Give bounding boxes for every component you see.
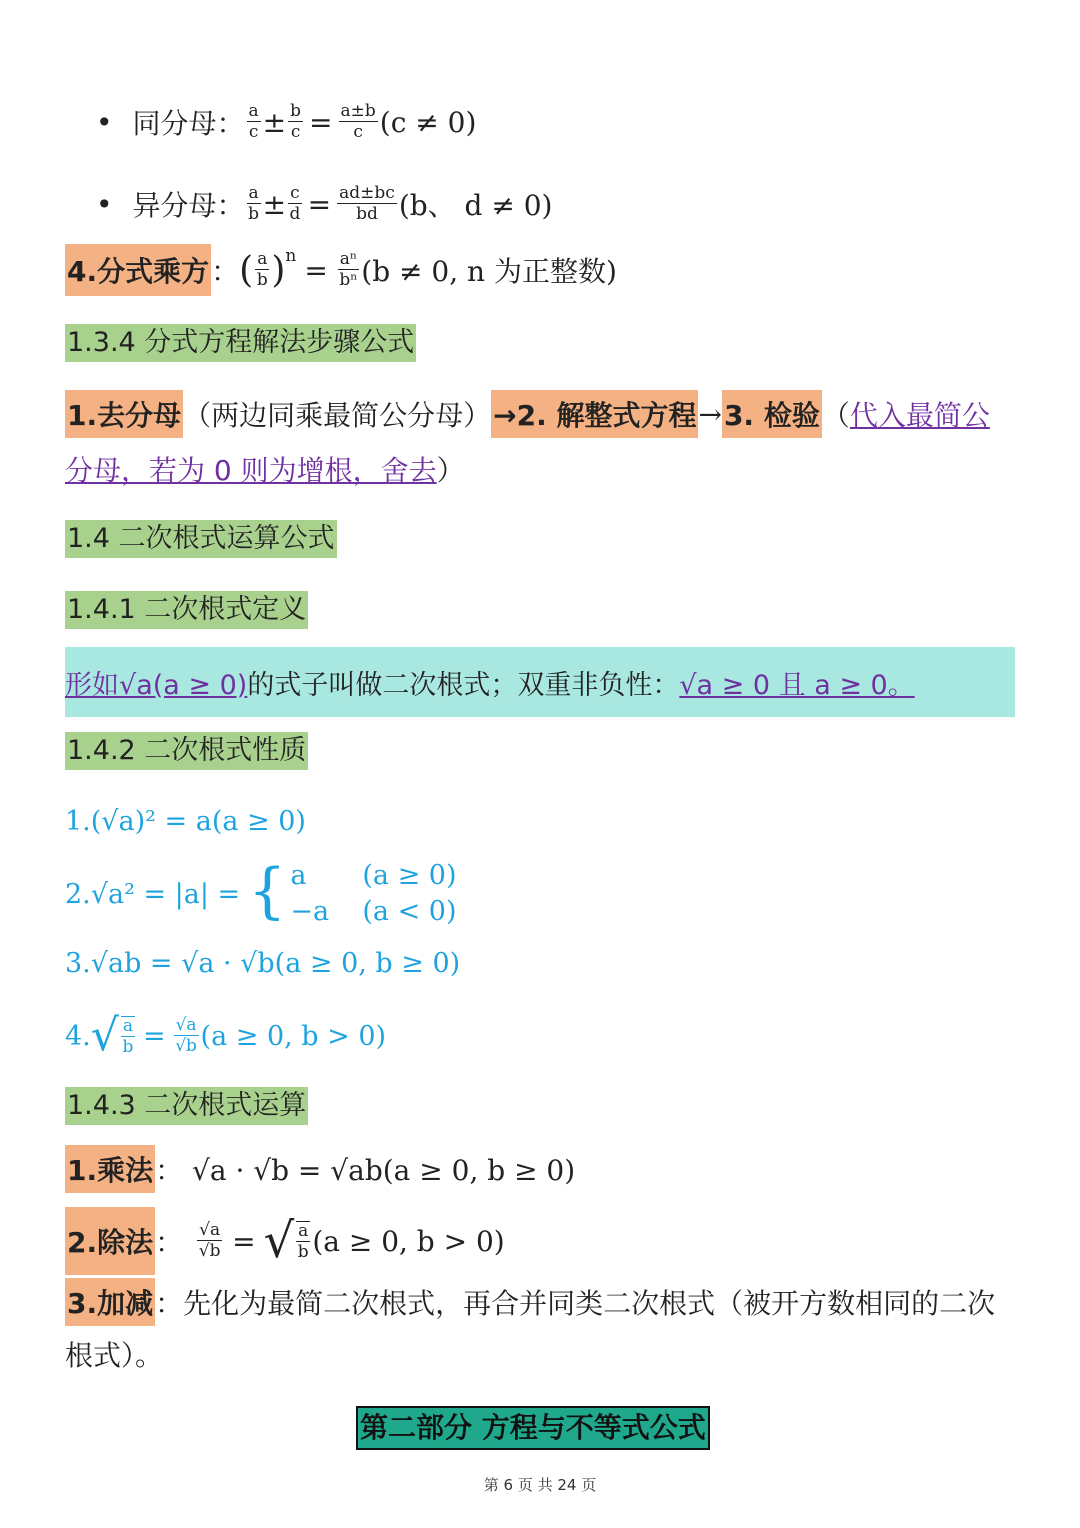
page-footer: 第 6 页 共 24 页 <box>483 1476 597 1494</box>
heading-1-4-3: 1.4.3 二次根式运算 <box>65 1087 308 1125</box>
property-4: 4. √ $\frac{a}{b}$ = $\frac{√a}{√b}$ (a ≥ 0, b > 0) <box>65 1010 387 1061</box>
label-multiply: 1.乘法 <box>65 1145 155 1193</box>
bullet-icon: • <box>96 187 113 221</box>
label-fraction-power: 4.分式乘方 <box>65 244 211 296</box>
definition-part1: 形如√a(a ≥ 0) <box>65 669 248 701</box>
step-1: 1.去分母 <box>65 390 183 438</box>
heading-1-4: 1.4 二次根式运算公式 <box>65 520 337 558</box>
formula-same-denominator: • 同分母： $\frac{a}{c}$ ± $\frac{b}{c}$ = $\frac{a\pm b}{c}$ (c ≠ 0) <box>96 101 477 142</box>
definition-part3: √a ≥ 0 且 a ≥ 0。 <box>679 669 915 701</box>
property-1: 1.(√a)² = a(a ≥ 0) <box>65 806 306 837</box>
definition-box: 形如√a(a ≥ 0) 的式子叫做二次根式；双重非负性： √a ≥ 0 且 a ≥ 0。 <box>65 647 1015 717</box>
label-add-subtract: 3.加减 <box>65 1278 155 1326</box>
step-3-note: 代入最简公 <box>849 399 990 432</box>
property-2: 2.√a² = |a| = { a (a ≥ 0) −a (a < 0) <box>65 856 457 927</box>
heading-1-4-1: 1.4.1 二次根式定义 <box>65 591 308 629</box>
part-two-heading: 第二部分 方程与不等式公式 <box>356 1406 710 1450</box>
solution-steps-line2: 分母，若为 0 则为增根，舍去 ） <box>65 454 465 487</box>
step-2: →2. 解整式方程 <box>491 390 698 438</box>
heading-1-4-2: 1.4.2 二次根式性质 <box>65 732 308 770</box>
label-divide: 2.除法 <box>65 1207 155 1275</box>
operation-add-subtract: 3.加减 ：先化为最简二次根式，再合并同类二次根式（被开方数相同的二次 <box>65 1280 995 1324</box>
operation-add-subtract-line2: 根式）。 <box>65 1339 164 1372</box>
formula-fraction-power: 4.分式乘方 ： ( $\frac{a}{b}$ ) $^n$ = $\frac{\text{aⁿ}}{\text{bⁿ}}$ (b ≠ 0, n 为正整数) <box>65 242 617 298</box>
bullet-icon: • <box>96 105 113 139</box>
formula-different-denominator: • 异分母： $\frac{a}{b}$ ± $\frac{c}{d}$ = $\frac{ad\pm bc}{bd}$ (b、 d ≠ 0) <box>96 183 553 224</box>
operation-multiply: 1.乘法 ： √a · √b = √ab(a ≥ 0, b ≥ 0) <box>65 1146 575 1192</box>
heading-1-3-4: 1.3.4 分式方程解法步骤公式 <box>65 324 416 362</box>
solution-steps-line1: 1.去分母 （两边同乘最简公分母） →2. 解整式方程 → 3. 检验 （ 代入最简公 <box>65 393 990 435</box>
step-3: 3. 检验 <box>722 390 822 438</box>
operation-divide: 2.除法 ： $\frac{√a}{√b}$ = √ $\frac{a}{b}$ (a ≥ 0, b > 0) <box>65 1206 505 1276</box>
property-3: 3.√ab = √a · √b(a ≥ 0, b ≥ 0) <box>65 948 461 979</box>
